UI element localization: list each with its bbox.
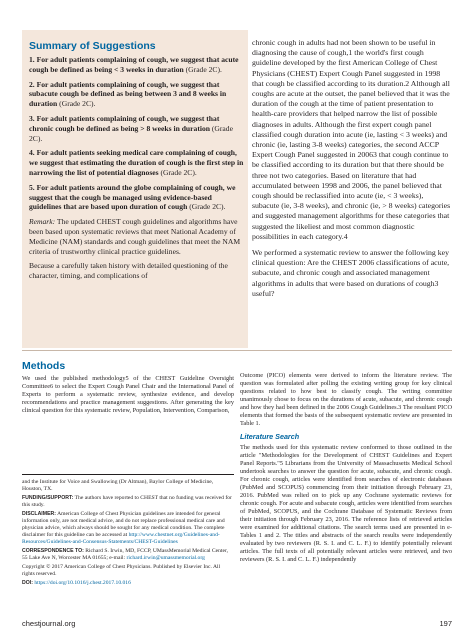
intro-continuation: Because a carefully taken history with detailed questioning of the character, timing, and complications of (29, 261, 228, 281)
intro-right-column (252, 38, 452, 305)
intro-paragraph-1: chronic cough in adults had not been shown to be useful in diagnosing the cause of cough,1 the world's first cough guideline developed by the first American College of Chest Physicians (CHEST) Expert Cough Panel suggested in 1998 that cough be classified according to its duration.2 Although all coughs are acute at the outset, the panel believed that it was the duration of the cough at the time of patient presentation to health-care providers that helped narrow the list of possible diagnoses in adults. Although the first expert cough panel classified cough duration into acute (ie, lasting < 3 weeks) and chronic (ie, lasting 3-8 weeks) categories, the second ACCP Expert Cough Panel suggested in 20063 that cough continue to be classified according to its duration but that there should be three not two categories. Based on literature that had accumulated between 1998 and 2006, the panel believed that cough should be reclassified into acute (ie, < 3 weeks), subacute (ie, 3-8 weeks), and chronic (ie, > 8 weeks) categories and suggested management algorithms for these categories that suggested the likeliest and most common diagnostic possibilities in each category.4 (252, 38, 451, 241)
doi-note: DOI: https://doi.org/10.1016/j.chest.2017.10.016 (22, 580, 131, 586)
summary-title: Summary of Suggestions (29, 40, 156, 52)
summary-of-suggestions (29, 40, 244, 286)
methods-right-column (240, 372, 452, 567)
suggestion-1: 1. For adult patients complaining of cough, we suggest that acute cough be defined as being < 3 weeks in duration (Grade 2C). (29, 55, 239, 74)
journal-url[interactable]: chestjournal.org (22, 619, 76, 628)
remark: Remark: The updated CHEST cough guidelines and algorithms have been based upon systematic reviews that meet National Academy of Medicine (NAM) standards and cough guidelines that meet the NAM criteria of trustworthy clinical practice guidelines. (29, 217, 241, 256)
suggestion-2: 2. For adult patients complaining of cough, we suggest that subacute cough be defined as being between 3 and 8 weeks in duration (Grade 2C). (29, 79, 227, 109)
pico-paragraph: Outcome (PICO) elements were derived to inform the literature review. The question was formulated after polling the existing writing group for key clinical questions related to how best to classify cough. The writing committee unanimously chose to focus on the durations of acute, subacute, and chronic cough and how they had been defined in the 2006 Cough Guidelines.3 The resultant PICO elements that formed the basis of the subsequent systematic review are presented in Table 1. (240, 372, 452, 427)
correspondence-note: CORRESPONDENCE TO: Richard S. Irwin, MD, FCCP, UMassMemorial Medical Center, 55 Lake Ave N, Worcester MA 01655; e-mail: richard.irwin@umassmemorial.org (22, 548, 228, 561)
disclaimer-note: DISCLAIMER: American College of Chest Physician guidelines are intended for general information only, are not medical advice, and do not replace professional medical care and physician advice, which always should be sought for any medical condition. The complete disclaimer for this guideline can be accessed at http://www.chestnet.org/Guidelines-and-Resources/Guidelines-and-Consensus-Statements/CHEST-Guidelines (22, 511, 225, 545)
suggestion-3: 3. For adult patients complaining of cough, we suggest that chronic cough be defined as being > 8 weeks in duration (Grade 2C). (29, 113, 233, 143)
disclaimer-link[interactable]: http://www.chestnet.org/Guidelines-and-Resources/Guidelines-and-Consensus-Statements/CHEST-Guidelines (22, 532, 220, 545)
suggestion-4: 4. For adult patients seeking medical care complaining of cough, we suggest that estimating the duration of cough is the first step in narrowing the list of potential diagnoses (Grade 2C). (29, 148, 244, 177)
intro-paragraph-2: We performed a systematic review to answer the following key clinical question: Are the CHEST 2006 classifications of acute, subacute, and chronic cough and associated management algorithms in adults that were based on durations of cough3 useful? (252, 248, 450, 298)
methods-title: Methods (22, 360, 66, 372)
methods-section (22, 360, 234, 418)
funding-note: FUNDING/SUPPORT: The authors have reported to CHEST that no funding was received for this study. (22, 495, 232, 508)
suggestion-5: 5. For adult patients around the globe complaining of cough, we suggest that the cough be managed using evidence-based guidelines that are based upon duration of cough (Grade 2C). (29, 182, 236, 212)
section-divider (22, 350, 452, 351)
page-number: 197 (439, 619, 452, 628)
footnotes (22, 474, 234, 589)
footnote-divider (22, 474, 234, 475)
email-link[interactable]: richard.irwin@umassmemorial.org (126, 555, 205, 561)
copyright-note: Copyright © 2017 American College of Chest Physicians. Published by Elsevier Inc. All rights reserved. (22, 564, 221, 577)
methods-paragraph: We used the published methodology5 of the CHEST Guideline Oversight Committee6 to select the Expert Cough Panel Chair and the International Panel of Experts to perform a systematic review, synthesize evidence, and develop recommendations and practice management suggestions. After generating the key clinical question for this systematic review, Population, Intervention, Comparison, (22, 375, 234, 414)
literature-search-title: Literature Search (240, 432, 300, 441)
affiliation-continuation: and the Institute for Voice and Swallowing (Dr Altman), Baylor College of Medicine, Houston, TX. (22, 479, 214, 492)
doi-link[interactable]: https://doi.org/10.1016/j.chest.2017.10.016 (34, 580, 131, 586)
literature-search-paragraph: The methods used for this systematic review conformed to those outlined in the article "Methodologies for the Development of CHEST Guidelines and Expert Panel Reports."5 Librarians from the University of Massachusetts Medical School undertook searches to answer the question for acute, subacute, and chronic cough. For chronic cough, articles were identified from searches of electronic databases (PubMed and SCOPUS) commencing from their initiation through February 23, 2016. PubMed was relied on to pick up any Cochrane systematic reviews for chronic cough. For acute and subacute cough, articles were identified from searches of PubMed, SCOPUS, and the Cochrane Database of Systematic Reviews from their initiation through February 23, 2016. The reference lists of retrieved articles were examined for additional citations. The search terms used are presented in e-Tables 1 and 2. The titles and abstracts of the search results were independently evaluated by two reviewers (R. S. I. and C. L. F.) to identify potentially relevant articles. The full texts of all potentially relevant articles were retrieved, and two reviewers (R. S. I. and C. L. F.) independently (240, 444, 452, 563)
